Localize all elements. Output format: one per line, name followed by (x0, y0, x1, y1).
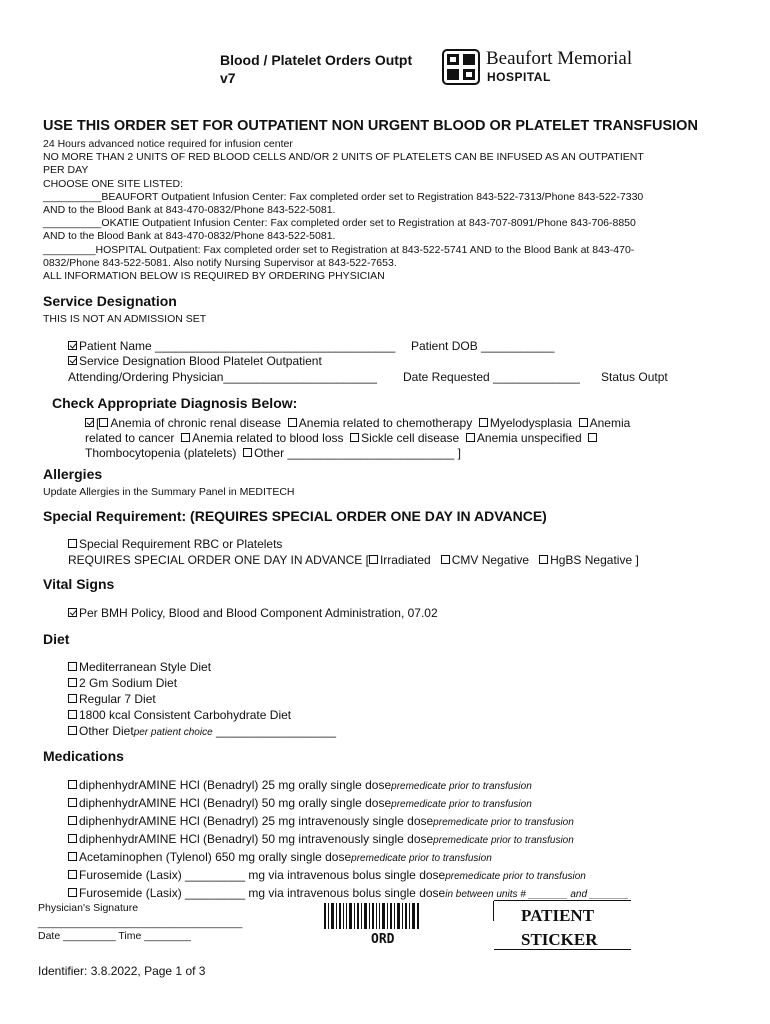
cmv-negative-label: CMV Negative (451, 553, 530, 567)
logo-name: Beaufort Memorial (486, 48, 633, 69)
chemo-checkbox[interactable] (288, 418, 297, 427)
diet-other-note: per patient choice (133, 727, 213, 738)
diagnosis-heading: Check Appropriate Diagnosis Below: (52, 395, 298, 411)
form-title-line2: v7 (220, 70, 236, 86)
intro-line: 0832/Phone 843-522-5081. Also notify Nursing Supervisor at 843-522-7653. (43, 256, 397, 269)
irradiated-label: Irradiated (379, 553, 431, 567)
barcode-icon (324, 903, 420, 929)
medication-note: in between units # _______ and _______ (445, 889, 629, 900)
date-requested: Date Requested _____________ (403, 370, 580, 384)
medication-note: premedicate prior to transfusion (391, 781, 532, 792)
form-title-line1: Blood / Platelet Orders Outpt (220, 52, 413, 68)
diagnosis-chronic-renal: Anemia of chronic renal disease (110, 416, 282, 430)
barcode-text: ORD (371, 932, 395, 947)
chronic-renal-checkbox[interactable] (99, 418, 108, 427)
special-advance-label: REQUIRES SPECIAL ORDER ONE DAY IN ADVANCE [ (68, 553, 369, 567)
diet-checkbox[interactable] (68, 694, 77, 703)
anemia-cancer-checkbox[interactable] (579, 418, 588, 427)
diagnosis-group-checkbox[interactable] (85, 418, 94, 427)
diagnosis-related-cancer: related to cancer (85, 431, 175, 445)
medication-checkbox[interactable] (68, 780, 77, 789)
medication-item (68, 831, 629, 849)
vitals-checkbox[interactable] (68, 608, 77, 617)
signature-line[interactable]: ___________________________________ (38, 917, 243, 929)
diet-other-blank: __________________ (212, 724, 337, 738)
diet-list (68, 659, 336, 741)
diet-checkbox[interactable] (68, 662, 77, 671)
service-designation-checkbox[interactable] (68, 356, 77, 365)
diagnosis-thrombocytopenia: Thombocytopenia (platelets) (85, 446, 237, 460)
vitals-heading: Vital Signs (43, 576, 115, 592)
main-heading: USE THIS ORDER SET FOR OUTPATIENT NON URGENT BLOOD OR PLATELET TRANSFUSION (43, 118, 698, 134)
diet-item-label: 1800 kcal Consistent Carbohydrate Diet (79, 708, 292, 722)
diagnosis-anemia-unspecified: Anemia unspecified (476, 431, 582, 445)
hgbs-negative-checkbox[interactable] (539, 555, 548, 564)
intro-line: CHOOSE ONE SITE LISTED: (43, 177, 184, 190)
diet-checkbox[interactable] (68, 678, 77, 687)
diagnosis-blood-loss: Anemia related to blood loss (192, 431, 344, 445)
diagnosis-myelodysplasia: Myelodysplasia (489, 416, 572, 430)
special-requirement-checkbox[interactable] (68, 539, 77, 548)
special-heading: Special Requirement: (REQUIRES SPECIAL ORDER ONE DAY IN ADVANCE) (43, 508, 547, 524)
intro-line: NO MORE THAN 2 UNITS OF RED BLOOD CELLS AND/OR 2 UNITS OF PLATELETS CAN BE INFUSED AS AN OUTPATIENT (43, 151, 644, 164)
patient-name-label: Patient Name ____________________________________ (79, 339, 396, 353)
service-heading: Service Designation (43, 293, 177, 309)
medications-heading: Medications (43, 748, 124, 764)
medication-item (68, 849, 629, 867)
cmv-negative-checkbox[interactable] (441, 555, 450, 564)
intro-line: 24 Hours advanced notice required for infusion center (43, 138, 293, 150)
medications-list (68, 777, 629, 903)
vitals-item-label: Per BMH Policy, Blood and Blood Component Administration, 07.02 (79, 606, 438, 620)
diagnosis-bracket: [ (96, 416, 100, 430)
vitals-item (68, 605, 438, 621)
medication-text: Furosemide (Lasix) _________ mg via intravenous bolus single dose (79, 868, 446, 882)
barcode (324, 903, 420, 934)
diagnosis-other: Other _________________________ ] (254, 446, 461, 460)
intro-line: _________HOSPITAL Outpatient: Fax completed order set to Registration at 843-522-5741 AND to the Blood Bank at 843-470- (43, 243, 635, 256)
hgbs-negative-label: HgBS Negative ] (550, 553, 639, 567)
service-line-label: Service Designation Blood Platelet Outpatient (79, 354, 322, 368)
sticker-line1: PATIENT (521, 906, 595, 925)
intro-line: __________OKATIE Outpatient Infusion Center: Fax completed order set to Registration at 843-707-8091/Phone 843-706-8850 (43, 217, 636, 230)
medication-checkbox[interactable] (68, 834, 77, 843)
medication-note: premedicate prior to transfusion (433, 835, 574, 846)
medication-text: diphenhydrAMINE HCl (Benadryl) 50 mg intravenously single dose (79, 832, 434, 846)
attending-physician: Attending/Ordering Physician_______________________ (68, 370, 377, 384)
intro-line: __________BEAUFORT Outpatient Infusion Center: Fax completed order set to Registration 843-522-7313/Phone 843-522-7330 (43, 190, 644, 203)
date-time-line[interactable]: Date _________ Time ________ (38, 930, 191, 942)
diet-item-label: 2 Gm Sodium Diet (79, 676, 178, 690)
medication-text: diphenhydrAMINE HCl (Benadryl) 50 mg orally single dose (79, 796, 392, 810)
diet-checkbox[interactable] (68, 726, 77, 735)
intro-line: AND to the Blood Bank at 843-470-0832/Phone 843-522-5081. (43, 230, 336, 243)
diet-heading: Diet (43, 631, 70, 647)
medication-text: diphenhydrAMINE HCl (Benadryl) 25 mg orally single dose (79, 778, 392, 792)
medication-item (68, 867, 629, 885)
medication-text: Furosemide (Lasix) _________ mg via intravenous bolus single dose (79, 886, 446, 900)
patient-name-row (68, 338, 395, 354)
diet-item (68, 659, 336, 675)
medication-checkbox[interactable] (68, 888, 77, 897)
medication-item (68, 813, 629, 831)
anemia-unspecified-checkbox[interactable] (466, 433, 475, 442)
medication-checkbox[interactable] (68, 852, 77, 861)
medication-item (68, 777, 629, 795)
medication-note: premedicate prior to transfusion (445, 871, 586, 882)
intro-block (43, 138, 644, 283)
diet-checkbox[interactable] (68, 710, 77, 719)
sickle-cell-checkbox[interactable] (350, 433, 359, 442)
thrombocytopenia-checkbox[interactable] (588, 433, 597, 442)
allergies-note: Update Allergies in the Summary Panel in MEDITECH (43, 486, 295, 498)
allergies-heading: Allergies (43, 466, 103, 482)
myelodysplasia-checkbox[interactable] (479, 418, 488, 427)
page-identifier: Identifier: 3.8.2022, Page 1 of 3 (38, 964, 206, 978)
medication-item (68, 795, 629, 813)
medication-note: premedicate prior to transfusion (351, 853, 492, 864)
diet-item-label: Regular 7 Diet (79, 692, 156, 706)
special-line-2 (68, 552, 639, 568)
intro-line: PER DAY (43, 164, 89, 177)
diagnosis-sickle-cell: Sickle cell disease (361, 431, 460, 445)
patient-name-checkbox[interactable] (68, 341, 77, 350)
medication-checkbox[interactable] (68, 816, 77, 825)
status-value: Status Outpt (601, 370, 668, 384)
diet-item (68, 707, 336, 723)
logo-sub: HOSPITAL (487, 70, 551, 84)
diet-item-other (68, 723, 336, 741)
diet-item (68, 675, 336, 691)
special-item-label: Special Requirement RBC or Platelets (79, 537, 283, 551)
service-line-row (68, 353, 322, 369)
diet-other-label: Other Diet (79, 724, 134, 738)
diagnosis-chemo: Anemia related to chemotherapy (298, 416, 473, 430)
diet-item (68, 691, 336, 707)
intro-line: ALL INFORMATION BELOW IS REQUIRED BY ORDERING PHYSICIAN (43, 270, 385, 283)
medication-note: premedicate prior to transfusion (433, 817, 574, 828)
medication-text: diphenhydrAMINE HCl (Benadryl) 25 mg intravenously single dose (79, 814, 434, 828)
patient-dob: Patient DOB ___________ (411, 339, 555, 353)
medication-note: premedicate prior to transfusion (391, 799, 532, 810)
diagnosis-line-2 (85, 430, 599, 446)
hospital-crest-icon (442, 49, 480, 85)
service-note: THIS IS NOT AN ADMISSION SET (43, 313, 207, 325)
form-title (220, 51, 412, 87)
special-item (68, 536, 282, 552)
medication-checkbox[interactable] (68, 798, 77, 807)
blood-loss-checkbox[interactable] (181, 433, 190, 442)
diagnosis-line-3 (85, 445, 461, 461)
signature-label: Physician's Signature (38, 902, 139, 914)
patient-sticker (494, 900, 631, 950)
diagnosis-anemia-cancer: Anemia (589, 416, 631, 430)
other-diagnosis-checkbox[interactable] (243, 448, 252, 457)
sticker-line2: STICKER (521, 930, 598, 949)
medication-text: Acetaminophen (Tylenol) 650 mg orally single dose (79, 850, 352, 864)
irradiated-checkbox[interactable] (369, 555, 378, 564)
diagnosis-line-1 (85, 415, 630, 431)
intro-line: AND to the Blood Bank at 843-470-0832/Phone 843-522-5081. (43, 204, 336, 217)
medication-checkbox[interactable] (68, 870, 77, 879)
diet-item-label: Mediterranean Style Diet (79, 660, 212, 674)
